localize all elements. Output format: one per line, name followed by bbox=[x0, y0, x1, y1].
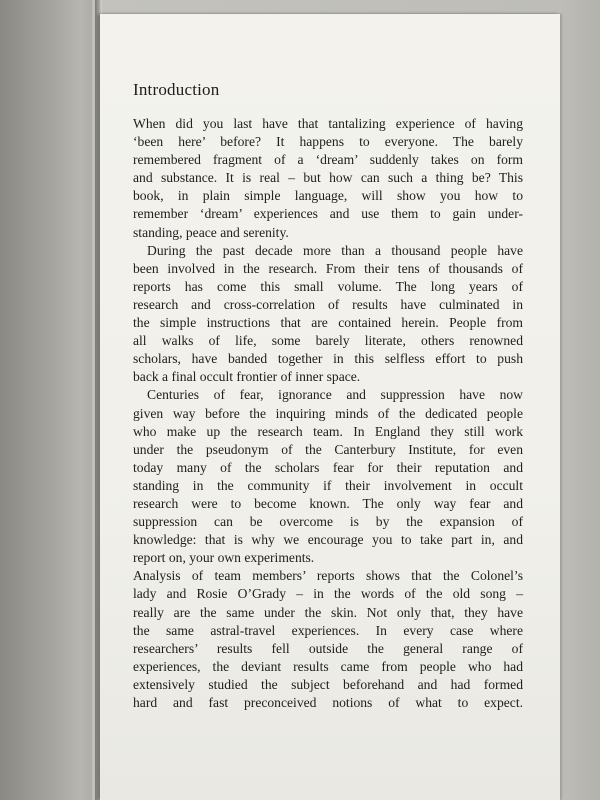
text-line: During the past decade more than a thousand people have bbox=[147, 242, 523, 258]
text-line: the simple instructions that are contained herein. People from bbox=[133, 315, 523, 331]
text-line: scholars, have banded together in this selfless effort to push bbox=[133, 351, 523, 367]
text-line: knowledge: that is why we encourage you to take part in, and bbox=[133, 532, 523, 548]
text-line: Analysis of team members’ reports shows that the Colonel’s bbox=[133, 568, 523, 584]
text-line: hard and fast preconceived notions of what to expect. bbox=[133, 695, 523, 710]
text-line: remember ‘dream’ experiences and use them to gain under- bbox=[133, 206, 523, 222]
text-line: book, in plain simple language, will show you how to bbox=[133, 188, 523, 204]
text-line: really are the same under the skin. Not only that, they have bbox=[133, 604, 523, 620]
text-line: extensively studied the subject beforehand and had formed bbox=[133, 676, 523, 692]
text-line: and substance. It is real – but how can such a thing be? This bbox=[133, 170, 523, 186]
text-line: standing in the community if their involvement in occult bbox=[133, 477, 523, 493]
page-title: Introduction bbox=[133, 80, 220, 99]
body-text bbox=[133, 115, 523, 712]
book-cover-edge bbox=[0, 0, 92, 800]
text-line: back a final occult frontier of inner space. bbox=[133, 369, 361, 385]
text-line: research were to become known. The only way fear and bbox=[133, 495, 523, 511]
text-line: under the pseudonym of the Canterbury Institute, for even bbox=[133, 441, 523, 457]
text-line: research and cross-correlation of results have culminated in bbox=[133, 296, 523, 312]
text-line: given way before the inquiring minds of the dedicated people bbox=[133, 405, 523, 421]
text-line: report on, your own experiments. bbox=[133, 550, 315, 566]
text-line: the same astral-travel experiences. In every case where bbox=[133, 622, 523, 638]
text-line: When did you last have that tantalizing experience of having bbox=[133, 116, 523, 131]
text-line: been involved in the research. From their tens of thousands of bbox=[133, 260, 523, 276]
text-line: researchers’ results fell outside the general range of bbox=[133, 640, 523, 656]
text-line: ‘been here’ before? It happens to everyone. The barely bbox=[133, 134, 523, 150]
text-line: suppression can be overcome is by the expansion of bbox=[133, 514, 523, 530]
text-line: Centuries of fear, ignorance and suppression have now bbox=[147, 387, 523, 403]
text-line: all walks of life, some barely literate, others renowned bbox=[133, 333, 523, 349]
text-line: reports has come this small volume. The long years of bbox=[133, 278, 523, 294]
text-line: standing, peace and serenity. bbox=[133, 224, 289, 240]
text-line: who make up the research team. In England they still work bbox=[133, 423, 523, 439]
text-line: today many of the scholars fear for their reputation and bbox=[133, 459, 523, 475]
text-line: remembered fragment of a ‘dream’ suddenly takes on form bbox=[133, 152, 523, 168]
text-line: lady and Rosie O’Grady – in the words of the old song – bbox=[133, 586, 523, 602]
text-line: experiences, the deviant results came from people who had bbox=[133, 658, 523, 674]
